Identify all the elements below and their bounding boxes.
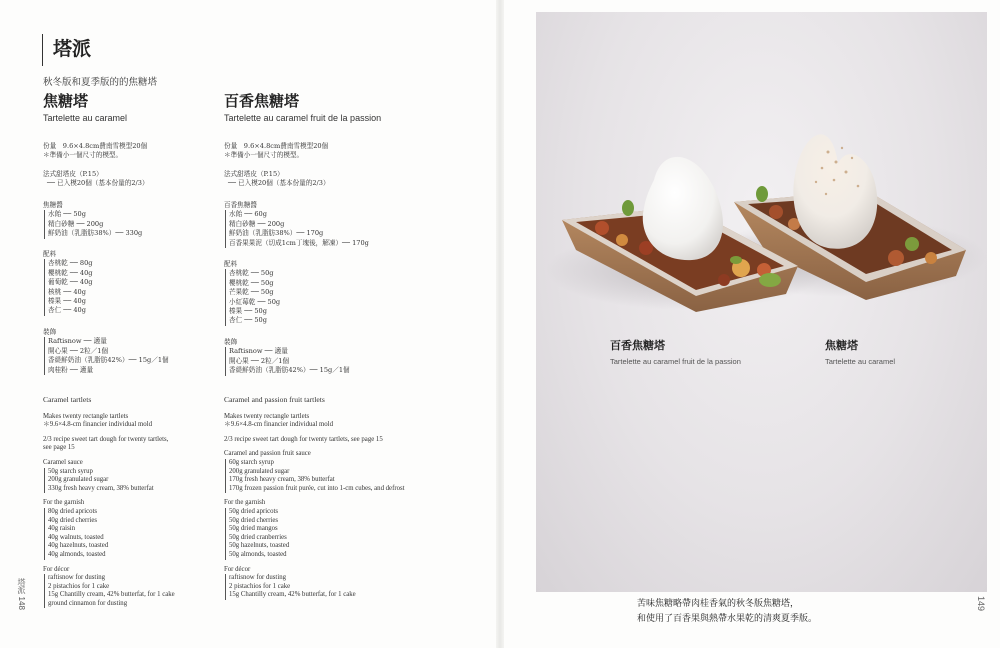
decor-item: 香緹鮮奶油（乳脂肪42%）── 15g／1個 [229,366,350,375]
en-crust-line: see page 15 [43,444,75,452]
garnish-item: 櫻桃乾 ── 40g [48,268,93,277]
en-decor-item: 15g Chantilly cream, 42% butterfat, for 1 cake [229,591,356,599]
sauce-item: 精白砂糖 ── 200g [48,219,104,228]
recipe-passion-crust [224,170,330,189]
crust-line: ── 已入模20個（基本份量的2/3） [228,179,330,188]
en-yield-line: Makes twenty rectangle tartlets [224,412,310,420]
garnish-item: 杏桃乾 ── 50g [229,269,274,278]
garnish-item: 杏仁 ── 50g [229,316,267,325]
section-subtitle: 秋冬版和夏季版的的焦糖塔 [43,77,158,88]
recipe-cn-title: 焦糖塔 [43,92,89,110]
garnish-item: 榛果 ── 40g [48,297,86,306]
caption-passion [610,337,741,366]
crust-head: 法式甜塔皮（P.15） [43,170,103,178]
garnish-item: 葡萄乾 ── 40g [48,278,93,287]
garnish-item: 核桃 ── 40g [48,287,86,296]
sauce-item: 鮮奶油（乳脂肪38%）── 170g [229,229,324,238]
en-decor-item: 2 pistachios for 1 cake [229,582,291,590]
en-garnish-item: 80g dried apricots [48,507,98,515]
en-sauce-item: 170g fresh heavy cream, 38% butterfat [229,476,335,484]
en-garnish-item: 50g dried mangos [229,525,278,533]
en-garnish-item: 40g hazelnuts, toasted [48,542,109,550]
en-sauce-item: 60g starch syrup [229,458,274,466]
photo-note [637,597,817,627]
sauce-head: 百香焦糖醬 [224,201,257,209]
decor-item: Raftisnow ── 適量 [48,337,107,346]
decor-head: 裝飾 [43,328,57,336]
en-crust-line: 2/3 recipe sweet tart dough for twenty tartlets, see page 15 [224,435,383,443]
en-sauce-item: 50g starch syrup [48,467,93,475]
en-yield-line: ＊9.6×4.8-cm financier individual mold [224,421,333,429]
photo-note-line: 和使用了百香果與熱帶水果乾的清爽夏季版。 [637,614,818,624]
recipe-passion-yield [224,142,328,161]
en-heading: Caramel and passion fruit tartlets [224,395,325,404]
en-garnish-head: For the garnish [43,499,85,507]
en-garnish-item: 50g dried cherries [229,516,279,524]
tartlet-photo [536,12,987,592]
recipe-caramel-decor [43,328,169,375]
garnish-head: 配料 [43,250,57,258]
en-garnish-item: 50g dried cranberries [229,533,287,541]
caption-cn: 百香焦糖塔 [610,339,665,352]
en-sauce-item: 200g granulated sugar [229,467,290,475]
en-decor-item: ground cinnamon for dusting [48,599,128,607]
decor-head: 裝飾 [224,338,238,346]
en-garnish-item: 50g dried apricots [229,507,279,515]
caption-en: Tartelette au caramel fruit de la passion [610,357,741,366]
decor-item: 開心果 ── 2粒／1個 [229,356,290,365]
en-crust-line: 2/3 recipe sweet tart dough for twenty tartlets, [43,435,169,443]
en-yield-line: ＊9.6×4.8-cm financier individual mold [43,421,152,429]
garnish-item: 榛果 ── 50g [229,307,267,316]
book-gutter [496,0,504,648]
sauce-item: 水飴 ── 60g [229,210,267,219]
en-decor-item: 15g Chantilly cream, 42% butterfat, for 1 cake [48,591,175,599]
yield-line: 份量 9.6×4.8cm費南雪模型20個 [224,142,329,150]
en-garnish-item: 40g dried cherries [48,516,98,524]
caption-cn: 焦糖塔 [825,339,858,352]
section-title: 塔派 [42,34,91,66]
garnish-item: 小紅莓乾 ── 50g [229,297,281,306]
recipe-en-title: Tartelette au caramel [43,113,128,123]
recipe-caramel-yield [43,142,147,161]
recipe-passion-sauce [224,201,369,248]
recipe-passion-decor [224,338,350,376]
en-decor-item: 2 pistachios for 1 cake [48,582,110,590]
recipe-cn-title: 百香焦糖塔 [224,92,300,110]
page-number-right: 149 [976,596,986,612]
garnish-item: 櫻桃乾 ── 50g [229,278,274,287]
en-decor-item: raftisnow for dusting [48,574,106,582]
sauce-head: 焦糖醬 [43,201,63,209]
decor-item: 開心果 ── 2粒／1個 [48,346,109,355]
yield-note: ＊準備小一個尺寸的模型。 [224,151,304,160]
caption-en: Tartelette au caramel [825,357,896,366]
caption-caramel [825,337,895,366]
en-decor-head: For décor [224,565,251,573]
running-head: 塔派 [17,578,26,594]
decor-item: Raftisnow ── 適量 [229,347,288,356]
tartlet-illustration [536,12,987,592]
en-garnish-item: 40g walnuts, toasted [48,533,104,541]
en-garnish-item: 40g almonds, toasted [48,550,106,558]
recipe-passion-garnish [224,260,280,326]
sauce-item: 百香果果泥（切成1cm丁塊後，解凍）── 170g [229,238,369,247]
garnish-item: 芒果乾 ── 50g [229,288,274,297]
en-garnish-item: 50g hazelnuts, toasted [229,542,290,550]
en-sauce-head: Caramel sauce [43,458,83,466]
en-sauce-item: 200g granulated sugar [48,476,109,484]
crust-line: ── 已入模20個（基本份量的2/3） [47,179,149,188]
en-sauce-item: 330g fresh heavy cream, 38% butterfat [48,484,154,492]
page-number: 148 [17,596,26,610]
recipe-caramel-garnish [43,250,93,316]
photo-note-line: 苦味焦糖略帶肉桂香氣的秋冬版焦糖塔， [637,599,800,609]
en-yield-line: Makes twenty rectangle tartlets [43,412,129,420]
en-heading: Caramel tartlets [43,395,92,404]
crust-head: 法式甜塔皮（P.15） [224,170,284,178]
garnish-item: 杏仁 ── 40g [48,306,86,315]
page-number-left [15,578,27,610]
recipe-en-title: Tartelette au caramel fruit de la passion [224,113,382,123]
sauce-item: 水飴 ── 50g [48,210,86,219]
decor-item: 香緹鮮奶油（乳脂肪42%）── 15g／1個 [48,356,169,365]
decor-item: 肉桂粉 ── 適量 [48,365,94,374]
en-garnish-item: 50g almonds, toasted [229,550,287,558]
recipe-passion-english [224,396,405,600]
en-decor-head: For décor [43,565,70,573]
recipe-passion-title [224,92,444,124]
recipe-caramel-crust [43,170,149,189]
yield-note: ＊準備小一個尺寸的模型。 [43,151,123,160]
recipe-caramel-title [43,92,213,124]
recipe-caramel-sauce [43,201,142,239]
yield-line: 份量 9.6×4.8cm費南雪模型20個 [43,142,148,150]
en-sauce-head: Caramel and passion fruit sauce [224,450,311,458]
en-garnish-item: 40g raisin [48,525,75,533]
recipe-caramel-english [43,396,175,608]
en-garnish-head: For the garnish [224,499,266,507]
garnish-head: 配料 [224,260,238,268]
sauce-item: 精白砂糖 ── 200g [229,219,285,228]
en-decor-item: raftisnow for dusting [229,574,287,582]
garnish-item: 杏桃乾 ── 80g [48,259,93,268]
sauce-item: 鮮奶油（乳脂肪38%）── 330g [48,229,143,238]
en-sauce-item: 170g frozen passion fruit purée, cut into 1-cm cubes, and defrost [229,484,405,492]
